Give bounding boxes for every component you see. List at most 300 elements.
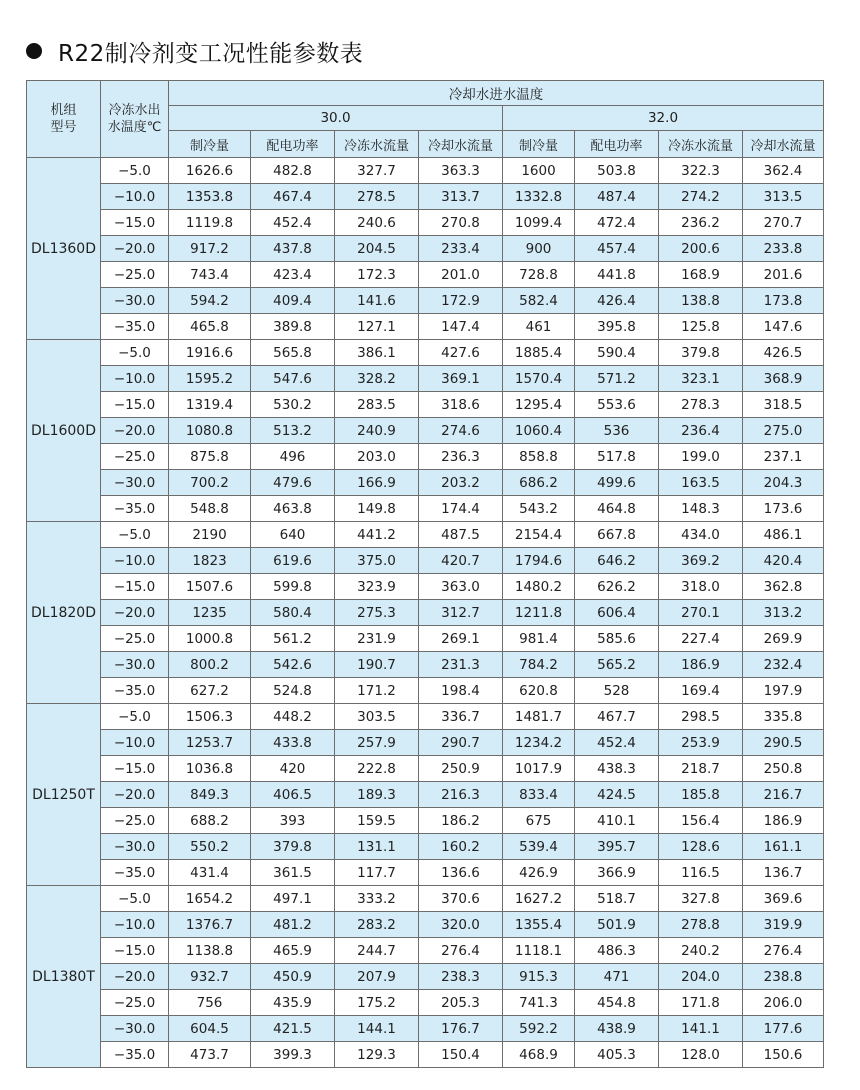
value-cell: 1235 bbox=[169, 600, 251, 626]
evap-temp-cell: −20.0 bbox=[101, 418, 169, 444]
value-cell: 2154.4 bbox=[503, 522, 575, 548]
value-cell: 599.8 bbox=[251, 574, 335, 600]
value-cell: 163.5 bbox=[659, 470, 743, 496]
evap-temp-cell: −15.0 bbox=[101, 574, 169, 600]
evap-temp-cell: −5.0 bbox=[101, 158, 169, 184]
table-row bbox=[27, 782, 824, 808]
value-cell: 1595.2 bbox=[169, 366, 251, 392]
value-cell: 303.5 bbox=[335, 704, 419, 730]
table-row bbox=[27, 808, 824, 834]
value-cell: 917.2 bbox=[169, 236, 251, 262]
value-cell: 313.7 bbox=[419, 184, 503, 210]
evap-temp-cell: −30.0 bbox=[101, 1016, 169, 1042]
value-cell: 1119.8 bbox=[169, 210, 251, 236]
evap-temp-cell: −10.0 bbox=[101, 730, 169, 756]
value-cell: 1295.4 bbox=[503, 392, 575, 418]
value-cell: 117.7 bbox=[335, 860, 419, 886]
value-cell: 159.5 bbox=[335, 808, 419, 834]
value-cell: 700.2 bbox=[169, 470, 251, 496]
value-cell: 320.0 bbox=[419, 912, 503, 938]
evap-temp-cell: −5.0 bbox=[101, 704, 169, 730]
evap-temp-cell: −20.0 bbox=[101, 782, 169, 808]
evap-temp-cell: −20.0 bbox=[101, 600, 169, 626]
table-row bbox=[27, 366, 824, 392]
title-row bbox=[26, 34, 363, 68]
value-cell: 1036.8 bbox=[169, 756, 251, 782]
value-cell: 1654.2 bbox=[169, 886, 251, 912]
value-cell: 237.1 bbox=[743, 444, 824, 470]
value-cell: 435.9 bbox=[251, 990, 335, 1016]
value-cell: 333.2 bbox=[335, 886, 419, 912]
value-cell: 592.2 bbox=[503, 1016, 575, 1042]
value-cell: 199.0 bbox=[659, 444, 743, 470]
value-cell: 463.8 bbox=[251, 496, 335, 522]
value-cell: 250.8 bbox=[743, 756, 824, 782]
value-cell: 283.2 bbox=[335, 912, 419, 938]
table-row bbox=[27, 470, 824, 496]
value-cell: 424.5 bbox=[575, 782, 659, 808]
value-cell: 496 bbox=[251, 444, 335, 470]
value-cell: 497.1 bbox=[251, 886, 335, 912]
value-cell: 1600 bbox=[503, 158, 575, 184]
value-cell: 174.4 bbox=[419, 496, 503, 522]
value-cell: 200.6 bbox=[659, 236, 743, 262]
value-cell: 327.7 bbox=[335, 158, 419, 184]
value-cell: 1823 bbox=[169, 548, 251, 574]
value-cell: 189.3 bbox=[335, 782, 419, 808]
value-cell: 2190 bbox=[169, 522, 251, 548]
value-cell: 900 bbox=[503, 236, 575, 262]
value-cell: 426.9 bbox=[503, 860, 575, 886]
model-cell: DL1600D bbox=[27, 340, 101, 522]
header-model-line2: 型号 bbox=[50, 120, 77, 135]
model-cell: DL1820D bbox=[27, 522, 101, 704]
value-cell: 238.3 bbox=[419, 964, 503, 990]
value-cell: 176.7 bbox=[419, 1016, 503, 1042]
table-row bbox=[27, 418, 824, 444]
value-cell: 128.0 bbox=[659, 1042, 743, 1068]
value-cell: 536 bbox=[575, 418, 659, 444]
value-cell: 147.6 bbox=[743, 314, 824, 340]
value-cell: 548.8 bbox=[169, 496, 251, 522]
value-cell: 369.6 bbox=[743, 886, 824, 912]
value-cell: 582.4 bbox=[503, 288, 575, 314]
value-cell: 461 bbox=[503, 314, 575, 340]
evap-temp-cell: −25.0 bbox=[101, 990, 169, 1016]
value-cell: 1118.1 bbox=[503, 938, 575, 964]
table-body bbox=[27, 158, 824, 1068]
value-cell: 606.4 bbox=[575, 600, 659, 626]
value-cell: 465.8 bbox=[169, 314, 251, 340]
value-cell: 539.4 bbox=[503, 834, 575, 860]
value-cell: 1211.8 bbox=[503, 600, 575, 626]
table-row bbox=[27, 314, 824, 340]
value-cell: 1355.4 bbox=[503, 912, 575, 938]
value-cell: 542.6 bbox=[251, 652, 335, 678]
table-row bbox=[27, 860, 824, 886]
value-cell: 833.4 bbox=[503, 782, 575, 808]
value-cell: 530.2 bbox=[251, 392, 335, 418]
value-cell: 283.5 bbox=[335, 392, 419, 418]
value-cell: 166.9 bbox=[335, 470, 419, 496]
value-cell: 207.9 bbox=[335, 964, 419, 990]
value-cell: 1060.4 bbox=[503, 418, 575, 444]
table-row bbox=[27, 548, 824, 574]
value-cell: 370.6 bbox=[419, 886, 503, 912]
value-cell: 323.1 bbox=[659, 366, 743, 392]
value-cell: 405.3 bbox=[575, 1042, 659, 1068]
value-cell: 290.5 bbox=[743, 730, 824, 756]
value-cell: 486.3 bbox=[575, 938, 659, 964]
evap-temp-cell: −5.0 bbox=[101, 340, 169, 366]
value-cell: 186.2 bbox=[419, 808, 503, 834]
value-cell: 276.4 bbox=[419, 938, 503, 964]
value-cell: 312.7 bbox=[419, 600, 503, 626]
value-cell: 1376.7 bbox=[169, 912, 251, 938]
value-cell: 594.2 bbox=[169, 288, 251, 314]
value-cell: 161.1 bbox=[743, 834, 824, 860]
evap-temp-cell: −10.0 bbox=[101, 548, 169, 574]
value-cell: 205.3 bbox=[419, 990, 503, 1016]
evap-temp-cell: −35.0 bbox=[101, 496, 169, 522]
value-cell: 147.4 bbox=[419, 314, 503, 340]
value-cell: 675 bbox=[503, 808, 575, 834]
value-cell: 197.9 bbox=[743, 678, 824, 704]
value-cell: 136.7 bbox=[743, 860, 824, 886]
value-cell: 627.2 bbox=[169, 678, 251, 704]
table-row bbox=[27, 704, 824, 730]
value-cell: 204.5 bbox=[335, 236, 419, 262]
value-cell: 604.5 bbox=[169, 1016, 251, 1042]
value-cell: 379.8 bbox=[251, 834, 335, 860]
value-cell: 393 bbox=[251, 808, 335, 834]
evap-temp-cell: −30.0 bbox=[101, 470, 169, 496]
value-cell: 244.7 bbox=[335, 938, 419, 964]
value-cell: 1080.8 bbox=[169, 418, 251, 444]
value-cell: 327.8 bbox=[659, 886, 743, 912]
value-cell: 571.2 bbox=[575, 366, 659, 392]
value-cell: 204.3 bbox=[743, 470, 824, 496]
value-cell: 319.9 bbox=[743, 912, 824, 938]
table-row bbox=[27, 262, 824, 288]
table-row bbox=[27, 834, 824, 860]
value-cell: 981.4 bbox=[503, 626, 575, 652]
value-cell: 410.1 bbox=[575, 808, 659, 834]
value-cell: 565.2 bbox=[575, 652, 659, 678]
value-cell: 290.7 bbox=[419, 730, 503, 756]
value-cell: 276.4 bbox=[743, 938, 824, 964]
value-cell: 667.8 bbox=[575, 522, 659, 548]
value-cell: 125.8 bbox=[659, 314, 743, 340]
value-cell: 528 bbox=[575, 678, 659, 704]
table-row bbox=[27, 392, 824, 418]
value-cell: 501.9 bbox=[575, 912, 659, 938]
table-row bbox=[27, 1042, 824, 1068]
value-cell: 1017.9 bbox=[503, 756, 575, 782]
table-row bbox=[27, 210, 824, 236]
evap-temp-cell: −5.0 bbox=[101, 522, 169, 548]
value-cell: 1353.8 bbox=[169, 184, 251, 210]
value-cell: 201.6 bbox=[743, 262, 824, 288]
value-cell: 741.3 bbox=[503, 990, 575, 1016]
value-cell: 149.8 bbox=[335, 496, 419, 522]
value-cell: 409.4 bbox=[251, 288, 335, 314]
value-cell: 448.2 bbox=[251, 704, 335, 730]
value-cell: 227.4 bbox=[659, 626, 743, 652]
value-cell: 171.2 bbox=[335, 678, 419, 704]
value-cell: 728.8 bbox=[503, 262, 575, 288]
value-cell: 688.2 bbox=[169, 808, 251, 834]
value-cell: 318.0 bbox=[659, 574, 743, 600]
col-header: 冷却水流量 bbox=[743, 131, 824, 158]
value-cell: 173.8 bbox=[743, 288, 824, 314]
value-cell: 250.9 bbox=[419, 756, 503, 782]
col-header: 配电功率 bbox=[251, 131, 335, 158]
table-row bbox=[27, 288, 824, 314]
value-cell: 431.4 bbox=[169, 860, 251, 886]
value-cell: 932.7 bbox=[169, 964, 251, 990]
value-cell: 1570.4 bbox=[503, 366, 575, 392]
table-row bbox=[27, 236, 824, 262]
table-row bbox=[27, 938, 824, 964]
table-row bbox=[27, 626, 824, 652]
evap-temp-cell: −25.0 bbox=[101, 444, 169, 470]
value-cell: 1332.8 bbox=[503, 184, 575, 210]
col-header: 配电功率 bbox=[575, 131, 659, 158]
value-cell: 433.8 bbox=[251, 730, 335, 756]
col-header: 制冷量 bbox=[503, 131, 575, 158]
value-cell: 175.2 bbox=[335, 990, 419, 1016]
table-row bbox=[27, 158, 824, 184]
value-cell: 464.8 bbox=[575, 496, 659, 522]
table-row bbox=[27, 678, 824, 704]
value-cell: 240.6 bbox=[335, 210, 419, 236]
value-cell: 437.8 bbox=[251, 236, 335, 262]
page-title: R22制冷剂变工况性能参数表 bbox=[58, 40, 364, 67]
value-cell: 379.8 bbox=[659, 340, 743, 366]
value-cell: 441.2 bbox=[335, 522, 419, 548]
value-cell: 362.4 bbox=[743, 158, 824, 184]
evap-temp-cell: −15.0 bbox=[101, 756, 169, 782]
value-cell: 362.8 bbox=[743, 574, 824, 600]
value-cell: 585.6 bbox=[575, 626, 659, 652]
value-cell: 849.3 bbox=[169, 782, 251, 808]
evap-temp-cell: −5.0 bbox=[101, 886, 169, 912]
value-cell: 236.4 bbox=[659, 418, 743, 444]
evap-temp-cell: −30.0 bbox=[101, 834, 169, 860]
evap-temp-cell: −10.0 bbox=[101, 912, 169, 938]
value-cell: 452.4 bbox=[251, 210, 335, 236]
value-cell: 201.0 bbox=[419, 262, 503, 288]
value-cell: 169.4 bbox=[659, 678, 743, 704]
evap-temp-cell: −20.0 bbox=[101, 236, 169, 262]
value-cell: 517.8 bbox=[575, 444, 659, 470]
value-cell: 171.8 bbox=[659, 990, 743, 1016]
value-cell: 479.6 bbox=[251, 470, 335, 496]
col-header: 冷冻水流量 bbox=[659, 131, 743, 158]
value-cell: 190.7 bbox=[335, 652, 419, 678]
value-cell: 487.4 bbox=[575, 184, 659, 210]
header-cooling-in-temp: 冷却水进水温度 bbox=[169, 81, 824, 106]
value-cell: 318.5 bbox=[743, 392, 824, 418]
value-cell: 278.5 bbox=[335, 184, 419, 210]
value-cell: 427.6 bbox=[419, 340, 503, 366]
value-cell: 278.8 bbox=[659, 912, 743, 938]
value-cell: 313.5 bbox=[743, 184, 824, 210]
evap-temp-cell: −30.0 bbox=[101, 288, 169, 314]
value-cell: 1481.7 bbox=[503, 704, 575, 730]
value-cell: 150.6 bbox=[743, 1042, 824, 1068]
value-cell: 620.8 bbox=[503, 678, 575, 704]
value-cell: 482.8 bbox=[251, 158, 335, 184]
value-cell: 185.8 bbox=[659, 782, 743, 808]
evap-temp-cell: −25.0 bbox=[101, 626, 169, 652]
value-cell: 543.2 bbox=[503, 496, 575, 522]
value-cell: 328.2 bbox=[335, 366, 419, 392]
value-cell: 438.3 bbox=[575, 756, 659, 782]
value-cell: 236.3 bbox=[419, 444, 503, 470]
value-cell: 784.2 bbox=[503, 652, 575, 678]
value-cell: 322.3 bbox=[659, 158, 743, 184]
value-cell: 858.8 bbox=[503, 444, 575, 470]
value-cell: 278.3 bbox=[659, 392, 743, 418]
value-cell: 450.9 bbox=[251, 964, 335, 990]
value-cell: 206.0 bbox=[743, 990, 824, 1016]
table-row bbox=[27, 340, 824, 366]
value-cell: 275.0 bbox=[743, 418, 824, 444]
value-cell: 369.2 bbox=[659, 548, 743, 574]
table-row bbox=[27, 990, 824, 1016]
header-model-line1: 机组 bbox=[50, 103, 77, 118]
value-cell: 323.9 bbox=[335, 574, 419, 600]
value-cell: 368.9 bbox=[743, 366, 824, 392]
value-cell: 420.7 bbox=[419, 548, 503, 574]
evap-temp-cell: −30.0 bbox=[101, 652, 169, 678]
value-cell: 1480.2 bbox=[503, 574, 575, 600]
value-cell: 646.2 bbox=[575, 548, 659, 574]
value-cell: 553.6 bbox=[575, 392, 659, 418]
value-cell: 270.8 bbox=[419, 210, 503, 236]
table-row bbox=[27, 496, 824, 522]
value-cell: 138.8 bbox=[659, 288, 743, 314]
evap-temp-cell: −25.0 bbox=[101, 808, 169, 834]
performance-table bbox=[26, 80, 824, 1068]
value-cell: 518.7 bbox=[575, 886, 659, 912]
evap-temp-cell: −20.0 bbox=[101, 964, 169, 990]
value-cell: 1000.8 bbox=[169, 626, 251, 652]
evap-temp-cell: −15.0 bbox=[101, 210, 169, 236]
table-row bbox=[27, 886, 824, 912]
value-cell: 1506.3 bbox=[169, 704, 251, 730]
value-cell: 395.8 bbox=[575, 314, 659, 340]
value-cell: 1507.6 bbox=[169, 574, 251, 600]
value-cell: 218.7 bbox=[659, 756, 743, 782]
value-cell: 141.6 bbox=[335, 288, 419, 314]
value-cell: 1234.2 bbox=[503, 730, 575, 756]
header-evap-line1: 冷冻水出 bbox=[108, 103, 161, 118]
table-row bbox=[27, 730, 824, 756]
value-cell: 336.7 bbox=[419, 704, 503, 730]
value-cell: 420.4 bbox=[743, 548, 824, 574]
value-cell: 434.0 bbox=[659, 522, 743, 548]
value-cell: 441.8 bbox=[575, 262, 659, 288]
value-cell: 116.5 bbox=[659, 860, 743, 886]
value-cell: 231.9 bbox=[335, 626, 419, 652]
value-cell: 269.1 bbox=[419, 626, 503, 652]
value-cell: 580.4 bbox=[251, 600, 335, 626]
value-cell: 216.3 bbox=[419, 782, 503, 808]
col-header: 冷却水流量 bbox=[419, 131, 503, 158]
value-cell: 150.4 bbox=[419, 1042, 503, 1068]
table-row bbox=[27, 522, 824, 548]
value-cell: 127.1 bbox=[335, 314, 419, 340]
value-cell: 222.8 bbox=[335, 756, 419, 782]
value-cell: 423.4 bbox=[251, 262, 335, 288]
value-cell: 148.3 bbox=[659, 496, 743, 522]
value-cell: 275.3 bbox=[335, 600, 419, 626]
value-cell: 270.1 bbox=[659, 600, 743, 626]
evap-temp-cell: −15.0 bbox=[101, 938, 169, 964]
value-cell: 565.8 bbox=[251, 340, 335, 366]
value-cell: 1916.6 bbox=[169, 340, 251, 366]
value-cell: 481.2 bbox=[251, 912, 335, 938]
col-header: 冷冻水流量 bbox=[335, 131, 419, 158]
value-cell: 486.1 bbox=[743, 522, 824, 548]
model-cell: DL1250T bbox=[27, 704, 101, 886]
value-cell: 335.8 bbox=[743, 704, 824, 730]
value-cell: 452.4 bbox=[575, 730, 659, 756]
value-cell: 128.6 bbox=[659, 834, 743, 860]
value-cell: 471 bbox=[575, 964, 659, 990]
value-cell: 131.1 bbox=[335, 834, 419, 860]
value-cell: 240.9 bbox=[335, 418, 419, 444]
table-row bbox=[27, 1016, 824, 1042]
value-cell: 129.3 bbox=[335, 1042, 419, 1068]
value-cell: 1319.4 bbox=[169, 392, 251, 418]
value-cell: 363.3 bbox=[419, 158, 503, 184]
value-cell: 186.9 bbox=[743, 808, 824, 834]
table-row bbox=[27, 652, 824, 678]
table-row bbox=[27, 184, 824, 210]
header-evap-temp bbox=[101, 81, 169, 158]
header-group-30: 30.0 bbox=[169, 106, 503, 131]
value-cell: 743.4 bbox=[169, 262, 251, 288]
value-cell: 468.9 bbox=[503, 1042, 575, 1068]
value-cell: 686.2 bbox=[503, 470, 575, 496]
value-cell: 269.9 bbox=[743, 626, 824, 652]
value-cell: 136.6 bbox=[419, 860, 503, 886]
col-header: 制冷量 bbox=[169, 131, 251, 158]
value-cell: 420 bbox=[251, 756, 335, 782]
value-cell: 204.0 bbox=[659, 964, 743, 990]
value-cell: 465.9 bbox=[251, 938, 335, 964]
value-cell: 487.5 bbox=[419, 522, 503, 548]
value-cell: 503.8 bbox=[575, 158, 659, 184]
value-cell: 550.2 bbox=[169, 834, 251, 860]
value-cell: 590.4 bbox=[575, 340, 659, 366]
value-cell: 369.1 bbox=[419, 366, 503, 392]
evap-temp-cell: −15.0 bbox=[101, 392, 169, 418]
value-cell: 389.8 bbox=[251, 314, 335, 340]
value-cell: 203.2 bbox=[419, 470, 503, 496]
value-cell: 216.7 bbox=[743, 782, 824, 808]
value-cell: 172.3 bbox=[335, 262, 419, 288]
value-cell: 395.7 bbox=[575, 834, 659, 860]
evap-temp-cell: −35.0 bbox=[101, 314, 169, 340]
value-cell: 457.4 bbox=[575, 236, 659, 262]
value-cell: 1138.8 bbox=[169, 938, 251, 964]
value-cell: 232.4 bbox=[743, 652, 824, 678]
